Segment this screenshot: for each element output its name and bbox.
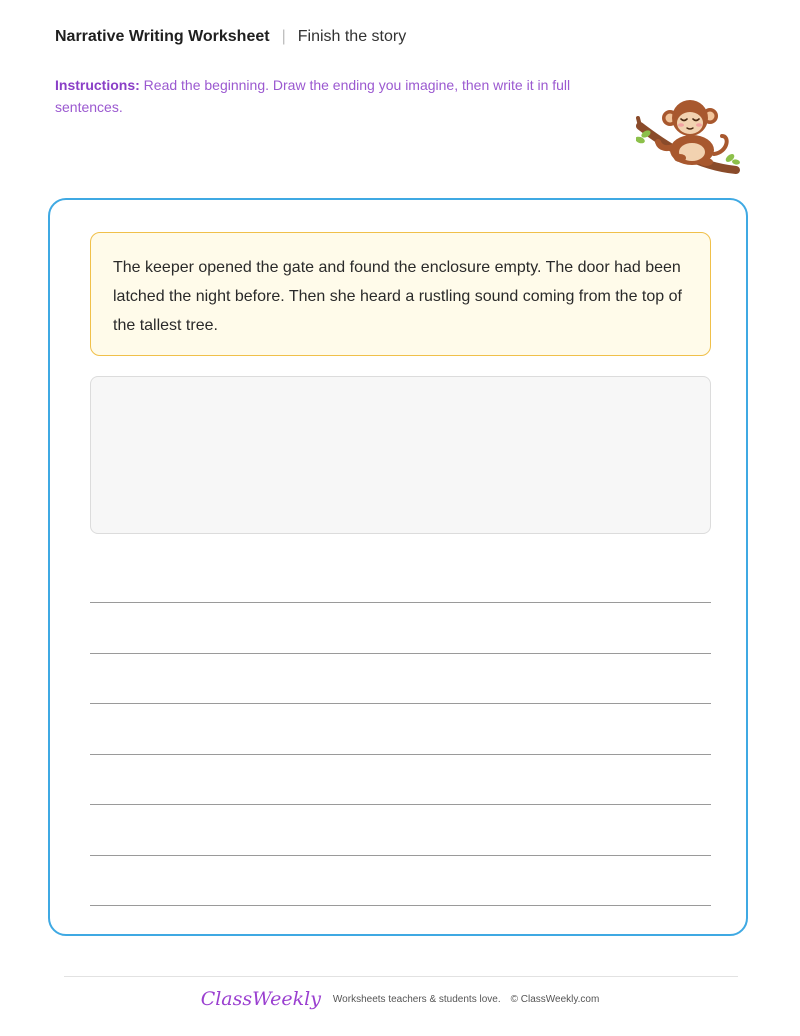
header-separator: | [281, 28, 286, 45]
writing-line[interactable] [90, 653, 711, 654]
worksheet-subtitle: Finish the story [297, 28, 407, 45]
instructions-label: Instructions: [55, 77, 140, 93]
instructions [55, 74, 595, 118]
brand-logo: ClassWeekly [200, 988, 321, 1010]
writing-line[interactable] [90, 703, 711, 704]
footer [0, 988, 800, 1010]
instructions-text: Read the beginning. Draw the ending you imagine, then write it in full sentences. [55, 77, 571, 115]
story-beginning-text: The keeper opened the gate and found the enclosure empty. The door had been latched the night before. Then she heard a rustling sound coming from the top of the tallest tree. [113, 259, 682, 334]
writing-line[interactable] [90, 804, 711, 805]
footer-copyright: © ClassWeekly.com [510, 993, 600, 1005]
worksheet-header [55, 26, 406, 48]
writing-line[interactable] [90, 602, 711, 603]
story-beginning-box [90, 232, 711, 356]
footer-tagline: Worksheets teachers & students love. [332, 993, 501, 1005]
writing-line[interactable] [90, 905, 711, 906]
worksheet-title: Narrative Writing Worksheet [55, 28, 270, 45]
monkey-on-branch-icon [636, 96, 742, 184]
drawing-area[interactable] [90, 376, 711, 534]
writing-line[interactable] [90, 754, 711, 755]
writing-line[interactable] [90, 855, 711, 856]
footer-divider [64, 976, 738, 977]
